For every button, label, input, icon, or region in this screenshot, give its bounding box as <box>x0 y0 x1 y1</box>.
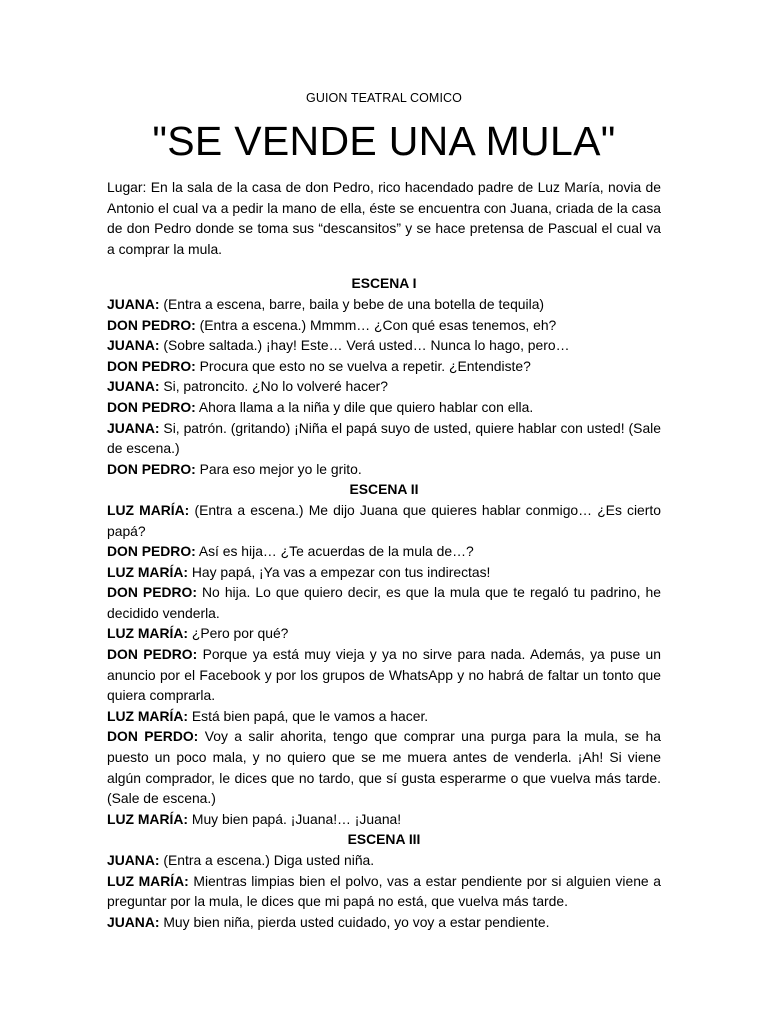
dialogue-line <box>107 850 661 871</box>
dialogue-text: No hija. Lo que quiero decir, es que la mula que te regaló tu padrino, he decidido venderla. <box>107 584 661 621</box>
dialogue-line <box>107 562 661 583</box>
dialogue-text: ¿Pero por qué? <box>188 625 289 642</box>
document-title: "SE VENDE UNA MULA" <box>152 118 616 164</box>
dialogue-line <box>107 294 661 315</box>
dialogue-text: Si, patroncito. ¿No lo volveré hacer? <box>159 378 389 395</box>
dialogue-line <box>107 644 661 706</box>
dialogue-text: Para eso mejor yo le grito. <box>195 460 362 477</box>
dialogue-line <box>107 871 661 912</box>
speaker-name: LUZ MARÍA: <box>107 872 189 889</box>
dialogue-line <box>107 706 661 727</box>
dialogue-line <box>107 418 661 459</box>
dialogue-text: Mientras limpias bien el polvo, vas a estar pendiente por si alguien viene a preguntar por la mula, le dices que mi papá no está, que vuelva más tarde. <box>107 872 661 910</box>
scene-heading: ESCENA II <box>349 481 419 498</box>
speaker-name: LUZ MARÍA: <box>107 810 189 827</box>
dialogue-line <box>107 356 661 377</box>
scene-heading: ESCENA I <box>351 275 417 292</box>
dialogue-line <box>107 397 661 418</box>
dialogue-line <box>107 912 661 933</box>
dialogue-text: (Entra a escena.) Me dijo Juana que quieres hablar conmigo… ¿Es cierto papá? <box>107 501 661 539</box>
document-kicker: GUION TEATRAL COMICO <box>306 91 462 105</box>
speaker-name: LUZ MARÍA: <box>107 563 189 580</box>
dialogue-text: (Sobre saltada.) ¡hay! Este… Verá usted… Nunca lo hago, pero… <box>159 337 570 354</box>
speaker-name: DON PEDRO: <box>107 646 198 663</box>
speaker-name: LUZ MARÍA: <box>107 501 190 518</box>
speaker-name: DON PEDRO: <box>107 316 196 333</box>
speaker-name: JUANA: <box>107 337 160 354</box>
dialogue-line <box>107 726 661 808</box>
intro-paragraph: Lugar: En la sala de la casa de don Pedro, rico hacendado padre de Luz María, novia de Antonio el cual va a pedir la mano de ella, éste se encuentra con Juana, criada de la casa de don Pedro donde se toma sus “descansitos” y se hace pretensa de Pascual el cual va a comprar la mula. <box>107 179 661 257</box>
dialogue-line <box>107 541 661 562</box>
dialogue-line <box>107 459 661 480</box>
dialogue-text: Muy bien niña, pierda usted cuidado, yo voy a estar pendiente. <box>159 913 550 930</box>
dialogue-line <box>107 315 661 336</box>
dialogue-text: Así es hija… ¿Te acuerdas de la mula de…? <box>195 543 474 560</box>
dialogue-text: (Entra a escena.) Diga usted niña. <box>159 852 375 868</box>
speaker-name: DON PERDO: <box>107 728 199 745</box>
dialogue-text: Procura que esto no se vuelva a repetir. ¿Entendiste? <box>195 357 531 374</box>
dialogue-line <box>107 582 661 623</box>
speaker-name: DON PEDRO: <box>107 460 196 477</box>
dialogue-text: Hay papá, ¡Ya vas a empezar con tus indirectas! <box>188 563 491 580</box>
dialogue-text: Si, patrón. (gritando) ¡Niña el papá suyo de usted, quiere hablar con usted! (Sale de escena.) <box>107 419 661 457</box>
dialogue-text: (Entra a escena, barre, baila y bebe de una botella de tequila) <box>159 295 545 312</box>
speaker-name: JUANA: <box>107 295 160 312</box>
scene-heading: ESCENA III <box>347 831 421 848</box>
speaker-name: JUANA: <box>107 378 160 395</box>
dialogue-text: Muy bien papá. ¡Juana!… ¡Juana! <box>188 810 402 827</box>
dialogue-line <box>107 500 661 541</box>
dialogue-text: (Entra a escena.) Mmmm… ¿Con qué esas tenemos, eh? <box>195 316 557 333</box>
dialogue-text: Ahora llama a la niña y dile que quiero hablar con ella. <box>195 398 534 415</box>
dialogue-line <box>107 335 661 356</box>
speaker-name: DON PEDRO: <box>107 543 196 560</box>
speaker-name: JUANA: <box>107 419 160 436</box>
dialogue-text: Voy a salir ahorita, tengo que comprar una purga para la mula, se ha puesto un poco mala, y no quiero que se me muera antes de venderla. ¡Ah! Si viene algún comprador, le dices que no tardo, que sí gusta esperarme o que vuelva más tarde. (Sale de escena.) <box>107 728 662 807</box>
speaker-name: DON PEDRO: <box>107 398 196 415</box>
dialogue-line <box>107 376 661 397</box>
speaker-name: JUANA: <box>107 852 160 868</box>
dialogue-line <box>107 809 661 830</box>
speaker-name: LUZ MARÍA: <box>107 707 189 724</box>
speaker-name: JUANA: <box>107 913 160 930</box>
speaker-name: DON PEDRO: <box>107 357 196 374</box>
dialogue-line <box>107 623 661 644</box>
speaker-name: DON PEDRO: <box>107 584 197 601</box>
speaker-name: LUZ MARÍA: <box>107 625 189 642</box>
script-body <box>107 177 661 932</box>
dialogue-text: Está bien papá, que le vamos a hacer. <box>188 707 429 724</box>
dialogue-text: Porque ya está muy vieja y ya no sirve para nada. Además, ya puse un anuncio por el Facebook y por los grupos de WhatsApp y no habrá de faltar un tonto que quiera comprarla. <box>107 646 662 704</box>
